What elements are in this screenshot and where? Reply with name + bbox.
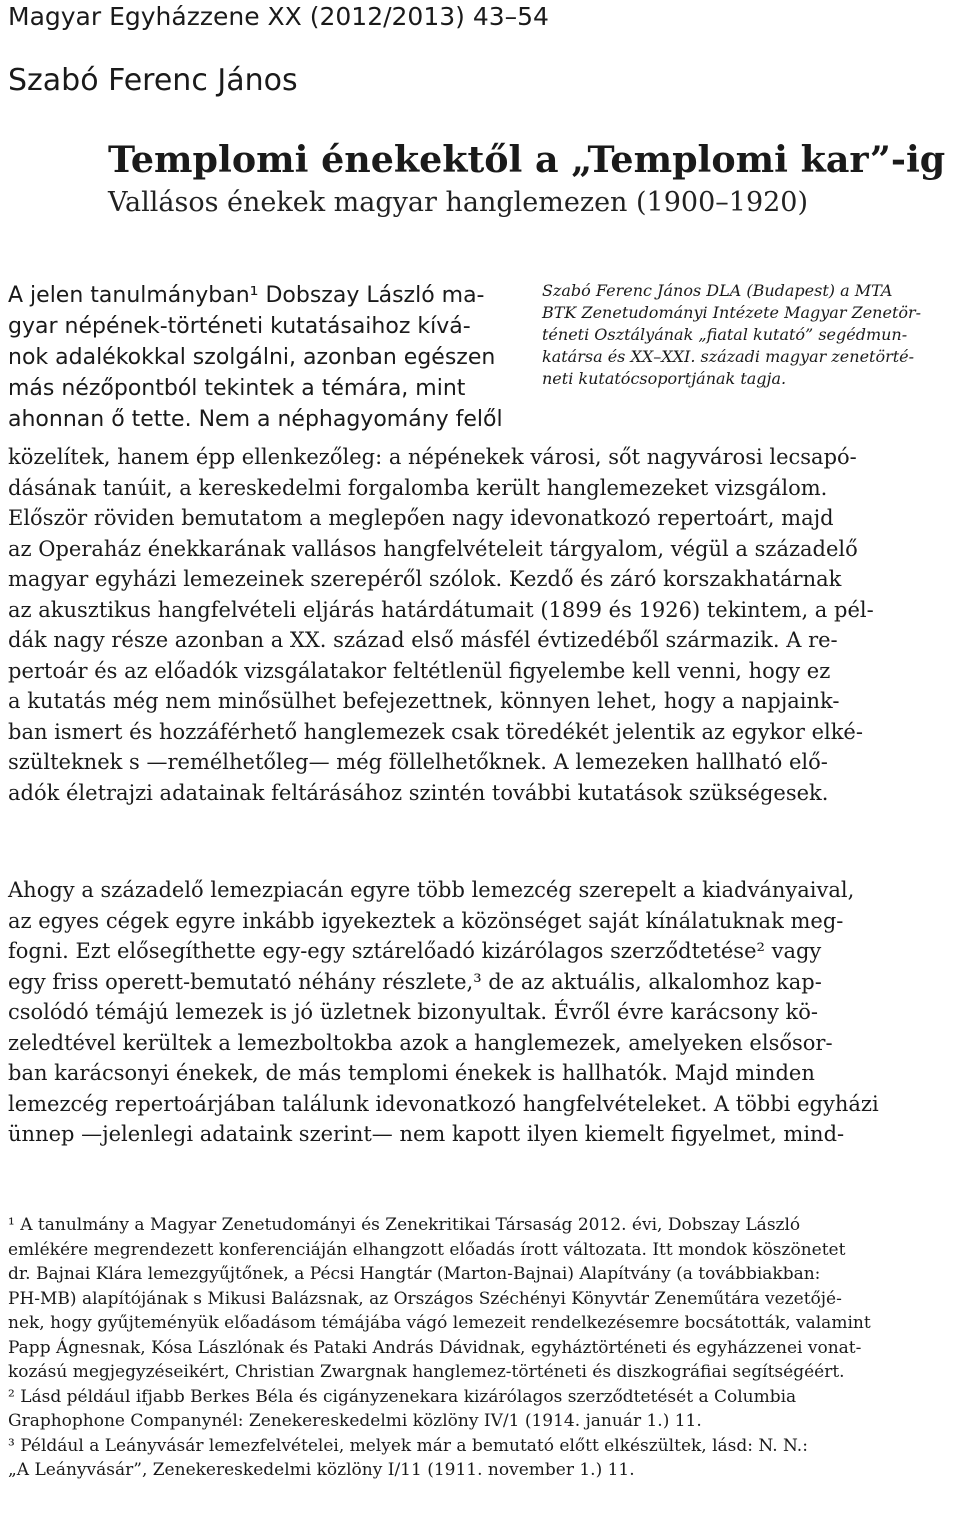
body-line: szülteknek s —remélhetőleg— még föllelhetőknek. A lemezeken hallható elő- [8, 750, 828, 774]
body-line: Ahogy a századelő lemezpiacán egyre több lemezcég szerepelt a kiadványaival, [8, 878, 855, 902]
body-line: ban ismert és hozzáférhető hanglemezek csak töredékét jelentik az egykor elké- [8, 719, 863, 744]
footnote-1-line: nek, hogy gyűjteményük előadásom témájába vágó lemezeit rendelkezésemre bocsátották, valamint [8, 1313, 871, 1333]
footnote-1-line: ¹ A tanulmány a Magyar Zenetudományi és Zenekritikai Társaság 2012. évi, Dobszay László [8, 1215, 801, 1235]
journal-citation: Magyar Egyházzene XX (2012/2013) 43–54 [8, 2, 549, 31]
body-line: fogni. Ezt elősegíthette egy-egy sztárelőadó kizárólagos szerződtetése² vagy [8, 939, 822, 963]
body-line: az egyes cégek egyre inkább igyekeztek a közönséget saját kínálatuknak meg- [8, 908, 844, 933]
body-line: adók életrajzi adatainak feltárásához szintén további kutatások szükségesek. [8, 780, 829, 805]
bio-line: neti kutatócsoportjának tagja. [542, 369, 787, 388]
bio-line: téneti Osztályának „fiatal kutató” segédmun- [542, 325, 908, 344]
footnote-3-line: ³ Például a Leányvásár lemezfelvételei, melyek már a bemutató előtt elkészültek, lásd: N. N.: [8, 1435, 808, 1456]
author-bio-note [542, 280, 921, 390]
body-line: egy friss operett-bemutató néhány részlete,³ de az aktuális, alkalomhoz kap- [8, 969, 822, 994]
footnote-1-line: emlékére megrendezett konferenciáján elhangzott előadás írott változata. Itt mondok köszönetet [8, 1239, 846, 1260]
footnote-2-line: Graphophone Companynél: Zenekereskedelmi közlöny IV/1 (1914. január 1.) 11. [8, 1411, 702, 1431]
intro-paragraph [8, 280, 503, 435]
body-line: ban karácsonyi énekek, de más templomi énekek is hallhatók. Majd minden [8, 1061, 815, 1085]
article-title: Templomi énekektől a „Templomi kar”-ig [108, 138, 946, 181]
footnote-1-line: Papp Ágnesnak, Kósa Lászlónak és Pataki András Dávidnak, egyháztörténeti és egyházzenei vonat- [8, 1337, 862, 1358]
footnotes [8, 1213, 871, 1483]
footnote-1-line: PH-MB) alapítójának s Mikusi Balázsnak, az Országos Széchényi Könyvtár Zeneműtára vezetőjé- [8, 1288, 842, 1309]
body-line: dák nagy része azonban a XX. század első másfél évtizedéből származik. A re- [8, 628, 838, 652]
body-line: az Operaház énekkarának vallásos hangfelvételeit tárgyalom, végül a századelő [8, 536, 858, 561]
body-line: az akusztikus hangfelvételi eljárás határdátumait (1899 és 1926) tekintem, a pél- [8, 597, 874, 622]
bio-line: Szabó Ferenc János DLA (Budapest) a MTA [542, 281, 893, 300]
intro-line: gyar népének-történeti kutatásaihoz kívá- [8, 314, 471, 339]
body-line: ünnep —jelenlegi adataink szerint— nem kapott ilyen kiemelt figyelmet, mind- [8, 1122, 845, 1146]
footnote-1-line: dr. Bajnai Klára lemezgyűjtőnek, a Pécsi Hangtár (Marton-Bajnai) Alapítvány (a továbbiakban: [8, 1264, 821, 1284]
bio-line: katársa és XX–XXI. századi magyar zenetörté- [542, 347, 915, 366]
body-line: közelítek, hanem épp ellenkezőleg: a népénekek városi, sőt nagyvárosi lecsapó- [8, 445, 857, 469]
intro-line: A jelen tanulmányban¹ Dobszay László ma- [8, 283, 485, 308]
article-subtitle: Vallásos énekek magyar hanglemezen (1900–1920) [108, 187, 809, 218]
body-line: Először röviden bemutatom a meglepően nagy idevonatkozó repertoárt, majd [8, 506, 834, 530]
bio-line: BTK Zenetudományi Intézete Magyar Zenetör- [542, 303, 922, 322]
body-paragraph-2 [8, 875, 879, 1150]
body-line: zeledtével kerültek a lemezboltokba azok a hanglemezek, amelyeken elsősor- [8, 1030, 833, 1055]
intro-line: ahonnan ő tette. Nem a néphagyomány felől [8, 407, 503, 432]
footnote-3-line: „A Leányvásár”, Zenekereskedelmi közlöny I/11 (1911. november 1.) 11. [8, 1460, 635, 1480]
body-line: magyar egyházi lemezeinek szerepéről szólok. Kezdő és záró korszakhatárnak [8, 567, 842, 591]
author-name: Szabó Ferenc János [8, 63, 298, 98]
intro-line: más nézőpontból tekintek a témára, mint [8, 376, 466, 401]
body-paragraph-1 [8, 442, 874, 808]
intro-line: nok adalékokkal szolgálni, azonban egészen [8, 345, 496, 370]
body-line: a kutatás még nem minősülhet befejezettnek, könnyen lehet, hogy a napjaink- [8, 689, 840, 713]
body-line: pertoár és az előadók vizsgálatakor feltétlenül figyelembe kell venni, hogy ez [8, 658, 831, 683]
body-line: dásának tanúit, a kereskedelmi forgalomba került hanglemezeket vizsgálom. [8, 475, 828, 500]
footnote-1-line: kozású megjegyzéseikért, Christian Zwargnak hanglemez-történeti és diszkográfiai segítségéért. [8, 1362, 845, 1382]
footnote-2-line: ² Lásd például ifjabb Berkes Béla és cigányzenekara kizárólagos szerződtetését a Columbia [8, 1386, 797, 1407]
body-line: lemezcég repertoárjában találunk idevonatkozó hangfelvételeket. A többi egyházi [8, 1091, 879, 1116]
body-line: csolódó témájú lemezek is jó üzletnek bizonyultak. Évről évre karácsony kö- [8, 1000, 818, 1024]
